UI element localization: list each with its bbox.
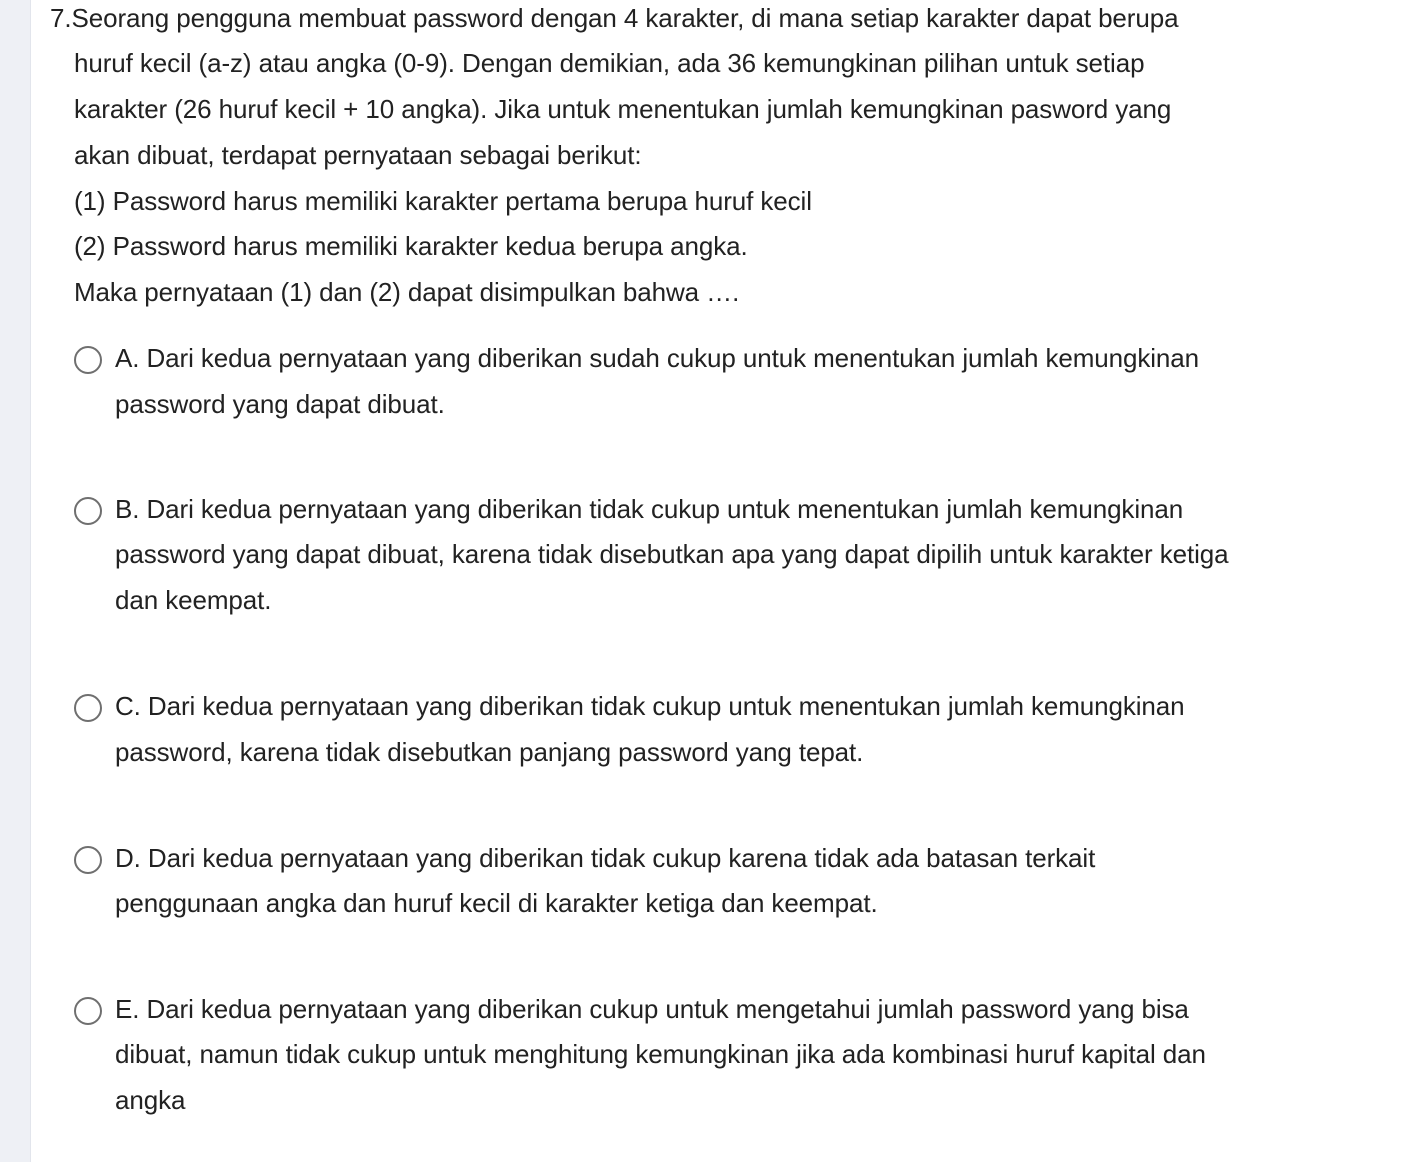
answer-option-b[interactable]	[74, 495, 1424, 620]
statement-2: (2) Password harus memiliki karakter kedua berupa angka.	[74, 231, 748, 261]
option-e-text: E. Dari kedua pernyataan yang diberikan cukup untuk mengetahui jumlah password yang bisa	[115, 994, 1189, 1024]
answer-option-a[interactable]	[74, 344, 1424, 424]
radio-button-e[interactable]	[74, 997, 102, 1025]
answer-option-d[interactable]	[74, 844, 1424, 924]
option-b-text: password yang dapat dibuat, karena tidak disebutkan apa yang dapat dipilih untuk karakter ketiga	[115, 539, 1229, 569]
radio-button-c[interactable]	[74, 694, 102, 722]
option-a-text: A. Dari kedua pernyataan yang diberikan sudah cukup untuk menentukan jumlah kemungkinan	[115, 343, 1199, 373]
option-c-text: password, karena tidak disebutkan panjang password yang tepat.	[115, 737, 864, 767]
answer-option-e[interactable]	[74, 995, 1424, 1120]
question-prompt: Maka pernyataan (1) dan (2) dapat disimpulkan bahwa ….	[74, 277, 740, 307]
question-line: karakter (26 huruf kecil + 10 angka). Jika untuk menentukan jumlah kemungkinan pasword yang	[74, 94, 1172, 124]
radio-button-b[interactable]	[74, 497, 102, 525]
statement-1: (1) Password harus memiliki karakter pertama berupa huruf kecil	[74, 186, 812, 216]
option-b-text: dan keempat.	[115, 585, 272, 615]
option-e-text: angka	[115, 1085, 186, 1115]
question-line: akan dibuat, terdapat pernyataan sebagai berikut:	[74, 140, 642, 170]
option-d-text: D. Dari kedua pernyataan yang diberikan tidak cukup karena tidak ada batasan terkait	[115, 843, 1096, 873]
answer-option-c[interactable]	[74, 692, 1424, 772]
option-d-text: penggunaan angka dan huruf kecil di karakter ketiga dan keempat.	[115, 888, 878, 918]
radio-button-d[interactable]	[74, 846, 102, 874]
option-e-text: dibuat, namun tidak cukup untuk menghitung kemungkinan jika ada kombinasi huruf kapital dan	[115, 1039, 1206, 1069]
option-c-text: C. Dari kedua pernyataan yang diberikan tidak cukup untuk menentukan jumlah kemungkinan	[115, 691, 1185, 721]
question-line: 7.Seorang pengguna membuat password dengan 4 karakter, di mana setiap karakter dapat berupa	[50, 3, 1179, 33]
question-line: huruf kecil (a-z) atau angka (0-9). Dengan demikian, ada 36 kemungkinan pilihan untuk setiap	[74, 48, 1145, 78]
radio-button-a[interactable]	[74, 346, 102, 374]
option-a-text: password yang dapat dibuat.	[115, 389, 445, 419]
option-b-text: B. Dari kedua pernyataan yang diberikan tidak cukup untuk menentukan jumlah kemungkinan	[115, 494, 1184, 524]
